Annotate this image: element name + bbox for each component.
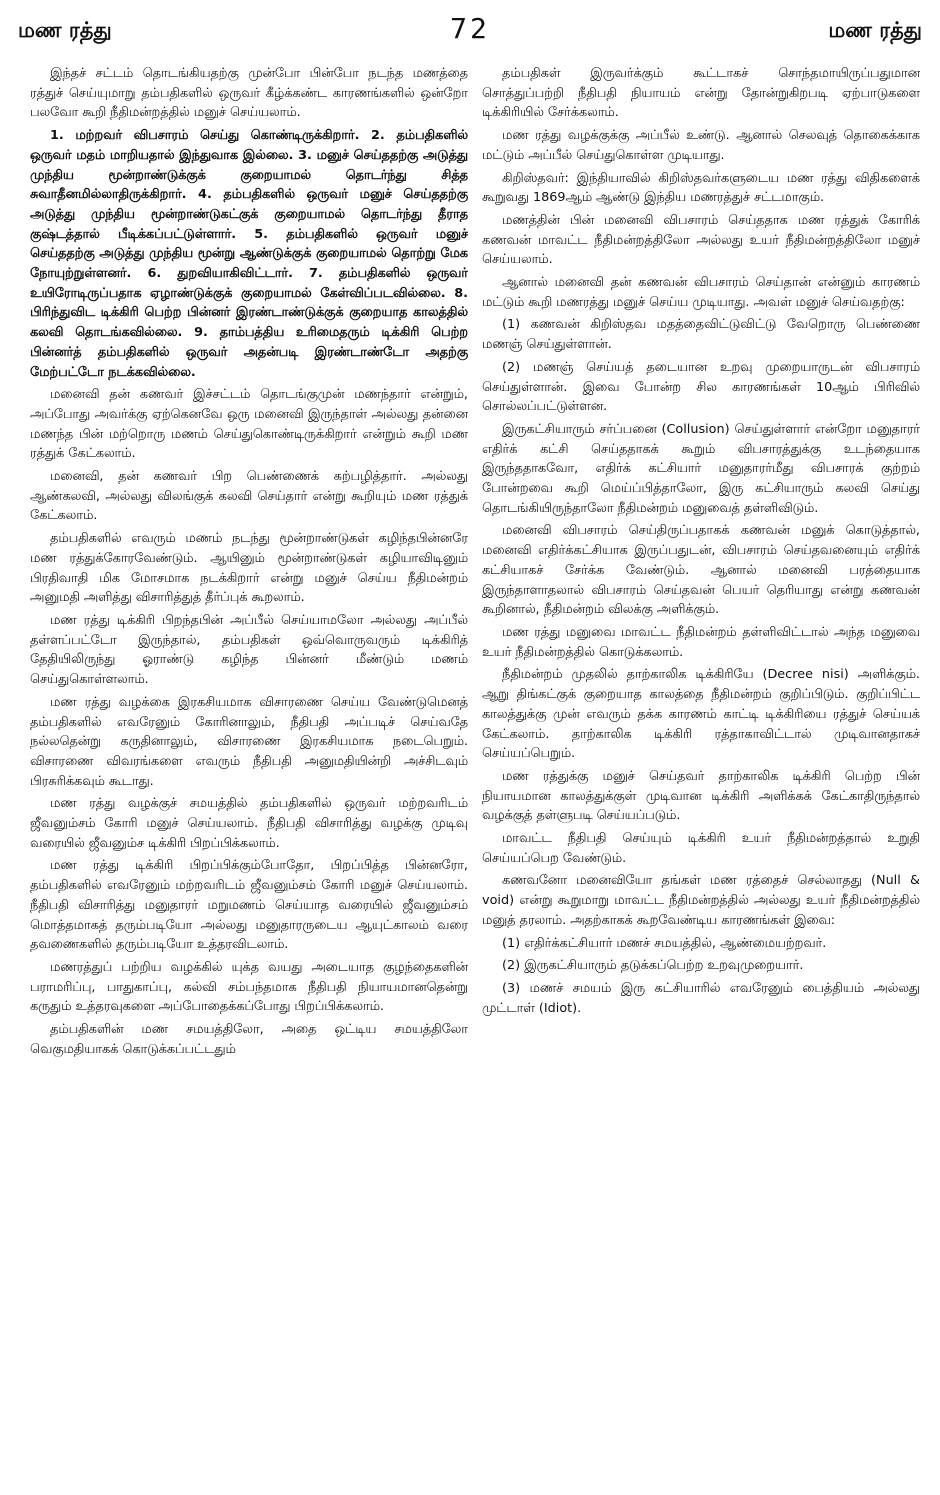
paragraph: இருகட்சியாரும் சர்ப்பனை (Collusion) செய்துள்ளார் என்றோ மனுதாரர் எதிர்க் கட்சி செய்ததாகக் கூறும் விபசாரத்துக்கு உடந்தையாக இருந்ததாகவோ, எதிர்க் கட்சியார் மனுதாரர்மீது விபசாரக் குற்றம் போன்றவை கூறி மெய்ப்பித்தாலோ, இரு கட்சியாரும் கலவி செய்து தொடங்கியிருந்தாலோ நீதிமன்றம் மனுவைத் தள்ளிவிடும். — [482, 421, 920, 516]
left-column — [30, 64, 468, 1474]
page-number: 72 — [450, 12, 490, 45]
paragraph: கணவனோ மனைவியோ தங்கள் மண ரத்தைச் செல்லாதது (Null & void) என்று கூறுமாறு மாவட்ட நீதிமன்றத்தில் அல்லது உயர் நீதிமன்றத்தில் மனுத் தரலாம். அதற்காகக் கூறவேண்டிய காரணங்கள் இவை: — [482, 873, 920, 928]
paragraph: மண ரத்துக்கு மனுச் செய்தவர் தாற்காலிக டிக்கிரி பெற்ற பின் நியாயமான காலத்துக்குள் முடிவான டிக்கிரி அளிக்கக் கேட்காதிருந்தால் வழக்குத் தள்ளுபடி செய்யப்படும். — [482, 768, 920, 824]
paragraph: (3) மணச் சமயம் இரு கட்சியாரில் எவரேனும் பைத்தியம் அல்லது முட்டாள் (Idiot). — [482, 980, 920, 1016]
paragraph: மண ரத்து வழக்கை இரகசியமாக விசாரணை செய்ய வேண்டுமெனத் தம்பதிகளில் எவரேனும் கோரினாலும், நீதிபதி அப்படிச் செய்வதே நல்லதென்று கருதினாலும், விசாரணை இரகசியமாக நடைபெறும். விசாரணை விவரங்களை எவரும் நீதிபதி அனுமதியின்றி அச்சிடவும் பிரசுரிக்கவும் கூடாது. — [30, 694, 468, 789]
paragraph: மண ரத்து டிக்கிரி பிறப்பிக்கும்போதோ, பிறப்பித்த பின்னரோ, தம்பதிகளில் எவரேனும் மற்றவரிடம் ஜீவனும்சம் கோரி மனுச் செய்யலாம். நீதிபதி விசாரித்து மனுதாரர் மறுமணம் செய்யாத வரையில் ஜீவனும்சம் மொத்தமாகத் தரும்படியோ அல்லது மனுதாரருடைய ஆயுட்காலம் வரை தவணைகளில் தரும்படியோ உத்தரவிடலாம். — [30, 858, 468, 953]
paragraph: தம்பதிகள் இருவர்க்கும் கூட்டாகச் சொந்தமாயிருப்பதுமான சொத்துப்பற்றி நீதிபதி நியாயம் என்று தோன்றுகிறபடி ஏற்பாடுகளை டிக்கிரியில் சேர்க்கலாம். — [482, 66, 920, 121]
paragraph: மனைவி தன் கணவர் இச்சட்டம் தொடங்குமுன் மணந்தார் என்றும், அப்போது அவர்க்கு ஏற்கெனவே ஒரு மனைவி இருந்தாள் அல்லது தன்னை மணந்த பின் மற்றொரு மணம் செய்துகொண்டிருக்கிறார் என்றும் கூறி மண ரத்துக் கேட்கலாம். — [30, 387, 468, 462]
paragraph: மண ரத்து வழக்குக்கு அப்பீல் உண்டு. ஆனால் செலவுத் தொகைக்காக மட்டும் அப்பீல் செய்துகொள்ள முடியாது. — [482, 128, 920, 163]
paragraph: (2) மணஞ் செய்யத் தடையான உறவு முறையாருடன் விபசாரம் செய்துள்ளான். இவை போன்ற சில காரணங்கள் 10ஆம் பிரிவில் சொல்லப்பட்டுள்ளன. — [482, 359, 920, 415]
paragraph: தம்பதிகளின் மண சமயத்திலோ, அதை ஒட்டிய சமயத்திலோ வெகுமதியாகக் கொடுக்கப்பட்டதும் — [30, 1022, 468, 1057]
running-title-left: மண ரத்து — [18, 18, 112, 42]
paragraph: இந்தச் சட்டம் தொடங்கியதற்கு முன்போ பின்போ நடந்த மணத்தை ரத்துச் செய்யுமாறு தம்பதிகளில் ஒருவர் கீழ்க்கண்ட காரணங்களில் ஒன்றோ பலவோ கூறி நீதிமன்றத்தில் மனுச் செய்யலாம். — [30, 66, 468, 121]
paragraph: மணத்தின் பின் மனைவி விபசாரம் செய்ததாக மண ரத்துக் கோரிக் கணவன் மாவட்ட நீதிமன்றத்திலோ அல்லது உயர் நீதிமன்றத்திலோ மனுச் செய்யலாம். — [482, 212, 920, 268]
paragraph: 1. மற்றவர் விபசாரம் செய்து கொண்டிருக்கிறார். 2. தம்பதிகளில் ஒருவர் மதம் மாறியதால் இந்துவாக இல்லை. 3. மனுச் செய்ததற்கு அடுத்து முந்திய மூன்றாண்டுக்குக் குறையாமல் தொடர்ந்து சித்த சுவாதீனமில்லாதிருக்கிறார். 4. தம்பதிகளில் ஒருவர் மனுச் செய்ததற்கு அடுத்து முந்திய மூன்றாண்டுகட்குக் குறையாமல் தொடர்ந்து தீராத குஷ்டத்தால் பீடிக்கப்பட்டுள்ளார். 5. தம்பதிகளில் ஒருவர் மனுச் செய்ததற்கு அடுத்து முந்திய மூன்று ஆண்டுக்குக் குறையாமல் தொற்று மேக நோயுற்றுள்ளனர். 6. துறவியாகிவிட்டார். 7. தம்பதிகளில் ஒருவர் உயிரோடிருப்பதாக ஏழாண்டுக்குக் குறையாமல் கேள்விப்படவில்லை. 8. பிரிந்துவிட டிக்கிரி பெற்ற பின்னர் இரண்டாண்டுக்குக் குறையாத காலத்தில் கலவி தொடங்கவில்லை. 9. தாம்பத்திய உரிமைதரும் டிக்கிரி பெற்ற பின்னர்த் தம்பதிகளில் ஒருவர் அதன்படி இரண்டாண்டோ அதற்கு மேற்பட்டோ நடக்கவில்லை. — [30, 128, 468, 380]
paragraph: மண ரத்து டிக்கிரி பிறந்தபின் அப்பீல் செய்யாமலோ அல்லது அப்பீல் தள்ளப்பட்டோ இருந்தால், தம்பதிகள் ஒவ்வொருவரும் டிக்கிரித் தேதியிலிருந்து ஓராண்டு கழிந்த பின்னர் மீண்டும் மணம் செய்துகொள்ளலாம். — [30, 612, 468, 688]
paragraph: மனைவி, தன் கணவர் பிற பெண்ணைக் கற்பழித்தார். அல்லது ஆண்கலவி, அல்லது விலங்குக் கலவி செய்தார் என்று கூறியும் மண ரத்துக் கேட்கலாம். — [30, 469, 468, 524]
paragraph: மணரத்துப் பற்றிய வழக்கில் யுக்த வயது அடையாத குழந்தைகளின் பராமரிப்பு, பாதுகாப்பு, கல்வி சம்பந்தமாக நீதிபதி நியாயமானதென்று கருதும் உத்தரவுகளை அப்போதைக்கப்போது பிறப்பிக்கலாம். — [30, 959, 468, 1015]
paragraph: (1) எதிர்க்கட்சியார் மணச் சமயத்தில், ஆண்மையற்றவர். — [502, 935, 827, 951]
paragraph: ஆனால் மனைவி தன் கணவன் விபசாரம் செய்தான் என்னும் காரணம் மட்டும் கூறி மணரத்து மனுச் செய்ய முடியாது. அவள் மனுச் செய்வதற்கு: — [482, 275, 920, 310]
right-column — [482, 64, 920, 1474]
paragraph: (1) கணவன் கிறிஸ்தவ மதத்தைவிட்டுவிட்டு வேறொரு பெண்ணை மணஞ் செய்துள்ளான். — [482, 317, 920, 353]
running-title-right: மண ரத்து — [828, 18, 922, 42]
paragraph: மண ரத்து வழக்குச் சமயத்தில் தம்பதிகளில் ஒருவர் மற்றவரிடம் ஜீவனும்சம் கோரி மனுச் செய்யலாம். நீதிபதி விசாரித்து வழக்கு முடிவு வரையில் ஜீவனும்ச டிக்கிரி பிறப்பிக்கலாம். — [30, 796, 468, 851]
paragraph: நீதிமன்றம் முதலில் தாற்காலிக டிக்கிரியே (Decree nisi) அளிக்கும். ஆறு திங்கட்குக் குறையாத காலத்தை நீதிமன்றம் குறிப்பிடும். குறிப்பிட்ட காலத்துக்கு முன் எவரும் தக்க காரணம் காட்டி டிக்கிரியை ரத்துச் செய்யக் கேட்கலாம். தாற்காலிக டிக்கிரி ரத்தாகாவிட்டால் முடிவானதாகச் செய்யப்பெறும். — [482, 667, 920, 762]
paragraph: மண ரத்து மனுவை மாவட்ட நீதிமன்றம் தள்ளிவிட்டால் அந்த மனுவை உயர் நீதிமன்றத்தில் கொடுக்கலாம். — [482, 624, 920, 660]
paragraph: கிறிஸ்தவர்: இந்தியாவில் கிறிஸ்தவர்களுடைய மண ரத்து விதிகளைக் கூறுவது 1869ஆம் ஆண்டு இந்திய மணரத்துச் சட்டமாகும். — [482, 170, 920, 206]
paragraph: தம்பதிகளில் எவரும் மணம் நடந்து மூன்றாண்டுகள் கழிந்தபின்னரே மண ரத்துக்கோரவேண்டும். ஆயினும் மூன்றாண்டுகள் கழியாவிடினும் பிரதிவாதி மிக மோசமாக நடக்கிறார் என்று மனுச் செய்ய நீதிமன்றம் அனுமதி அளித்து விசாரித்துத் தீர்ப்புக் கூறலாம். — [30, 531, 468, 606]
paragraph: மனைவி விபசாரம் செய்திருப்பதாகக் கணவன் மனுக் கொடுத்தால், மனைவி எதிர்க்கட்சியாக இருப்பதுடன், விபசாரம் செய்தவனையும் எதிர்க் கட்சியாகச் சேர்க்க வேண்டும். ஆனால் மனைவி பரத்தையாக இருந்தாளாதலால் விபசாரம் செய்தவன் பெயர் தெரியாது என்று கணவன் கூறினால், நீதிமன்றம் விலக்கு அளிக்கும். — [482, 523, 920, 618]
page-header — [18, 12, 922, 58]
paragraph: (2) இருகட்சியாரும் தடுக்கப்பெற்ற உறவுமுறையார். — [502, 958, 804, 974]
paragraph: மாவட்ட நீதிபதி செய்யும் டிக்கிரி உயர் நீதிமன்றத்தால் உறுதி செய்யப்பெற வேண்டும். — [482, 831, 920, 866]
